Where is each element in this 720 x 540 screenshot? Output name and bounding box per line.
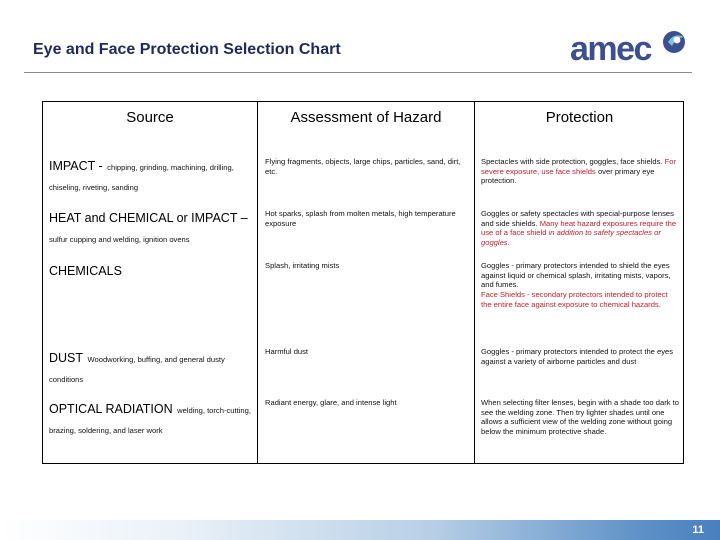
header-source: Source: [126, 109, 174, 126]
row-5-protection: When selecting filter lenses, begin with a shade too dark to see the welding zone. Then try lighter shades until one allows a sufficient view of the welding zone without going below the minimum protective shade.: [481, 398, 679, 437]
logo-text: amec: [570, 30, 651, 68]
source-detail: chipping, grinding, machining, drilling, chiseling, riveting, sanding: [49, 163, 234, 193]
column-divider: [474, 101, 475, 464]
protection-text-tail: over primary eye protection.: [481, 166, 655, 186]
source-main: IMPACT -: [49, 159, 103, 173]
row-4-source: [49, 348, 253, 389]
logo-mark-icon: [662, 28, 688, 54]
source-detail: sulfur cupping and welding, ignition ovens: [49, 235, 190, 245]
source-main: HEAT and CHEMICAL or IMPACT –: [49, 211, 248, 225]
protection-warning: Face Shields - secondary protectors intended to protect the entire face against exposure to chemical hazards.: [481, 290, 668, 309]
row-3-protection: [481, 261, 679, 310]
protection-text: Goggles - primary protectors intended to shield the eyes against liquid or chemical splash, irritating mists, vapors, and fumes.: [481, 261, 671, 290]
slide-title: Eye and Face Protection Selection Chart: [33, 41, 341, 58]
footer-bar: [0, 520, 720, 540]
row-1-hazard: Flying fragments, objects, large chips, particles, sand, dirt, etc.: [265, 157, 461, 176]
protection-warning: For severe exposure, use face shields: [481, 157, 677, 176]
row-1-protection: [481, 157, 679, 186]
source-main: OPTICAL RADIATION: [49, 402, 173, 416]
protection-text: Goggles or safety spectacles with special-purpose lenses and side shields.: [481, 209, 674, 228]
row-1-source: [49, 156, 253, 197]
protection-text: Spectacles with side protection, goggles, face shields.: [481, 157, 663, 166]
row-4-protection: Goggles - primary protectors intended to protect the eyes against a variety of airborne particles and dust: [481, 347, 674, 366]
row-3-source: [49, 261, 253, 281]
row-2-protection: [481, 209, 679, 248]
row-5-source: [49, 399, 253, 440]
row-4-hazard: Harmful dust: [265, 347, 309, 356]
row-2-source: [49, 208, 253, 249]
row-5-hazard: Radiant energy, glare, and intense light: [265, 398, 397, 407]
protection-warning: Many heat hazard exposures require the use of a face shield: [481, 218, 677, 238]
column-divider: [257, 101, 258, 464]
page-number: 11: [692, 524, 704, 536]
row-3-hazard: Splash, irritating mists: [265, 261, 340, 270]
amec-logo: [570, 30, 690, 68]
row-2-hazard: Hot sparks, splash from molten metals, high temperature exposure: [265, 209, 456, 228]
source-main: DUST: [49, 351, 84, 365]
source-main: CHEMICALS: [49, 264, 122, 278]
title-divider: [24, 72, 692, 73]
protection-warning-italic: in addition to safety spectacles or goggles.: [481, 228, 661, 248]
source-detail: welding, torch-cutting, brazing, soldering, and laser work: [49, 406, 251, 436]
header-hazard: Assessment of Hazard: [290, 109, 442, 126]
source-detail: Woodworking, buffing, and general dusty conditions: [49, 355, 225, 385]
header-protection: Protection: [545, 109, 614, 126]
